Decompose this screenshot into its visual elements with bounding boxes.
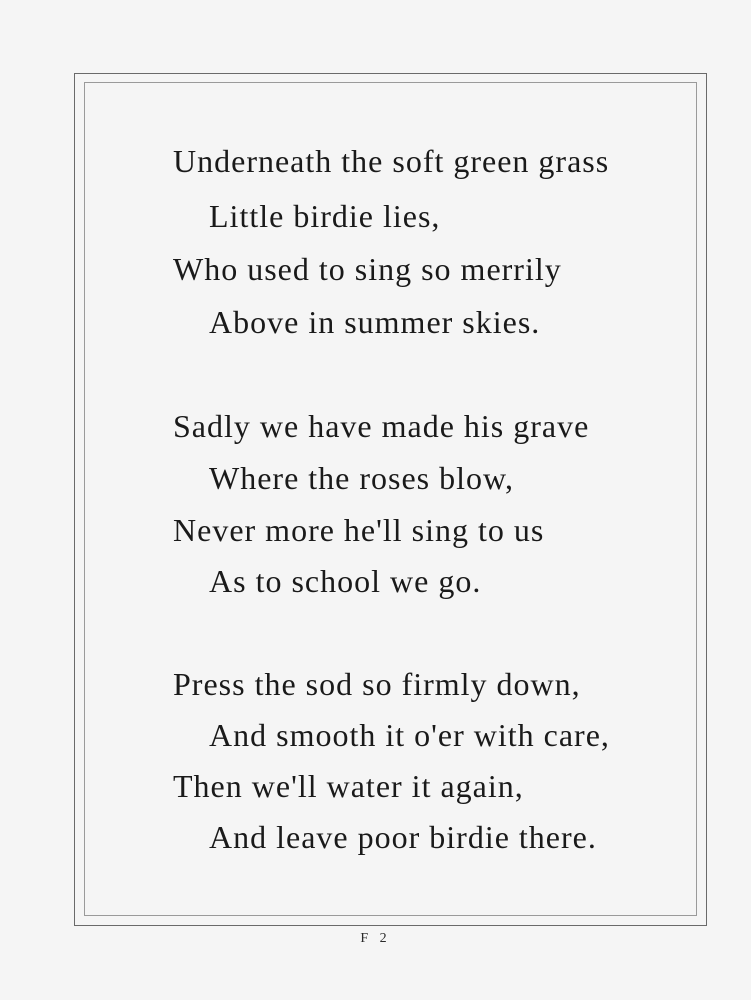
- poem-line: Little birdie lies,: [209, 198, 441, 234]
- poem-line: Then we'll water it again,: [173, 768, 524, 804]
- poem-line: As to school we go.: [209, 563, 482, 599]
- poem-line: Press the sod so firmly down,: [173, 666, 581, 702]
- poem-line: Above in summer skies.: [209, 304, 541, 340]
- poem-line: Sadly we have made his grave: [173, 408, 590, 444]
- poem-line: And smooth it o'er with care,: [209, 717, 610, 753]
- poem-line: Where the roses blow,: [209, 460, 515, 496]
- signature-mark: F 2: [360, 931, 391, 946]
- poem-line: Who used to sing so merrily: [173, 251, 562, 287]
- poem-line: Never more he'll sing to us: [173, 512, 545, 548]
- poem-line: And leave poor birdie there.: [209, 819, 597, 855]
- poem-line: Underneath the soft green grass: [173, 143, 610, 179]
